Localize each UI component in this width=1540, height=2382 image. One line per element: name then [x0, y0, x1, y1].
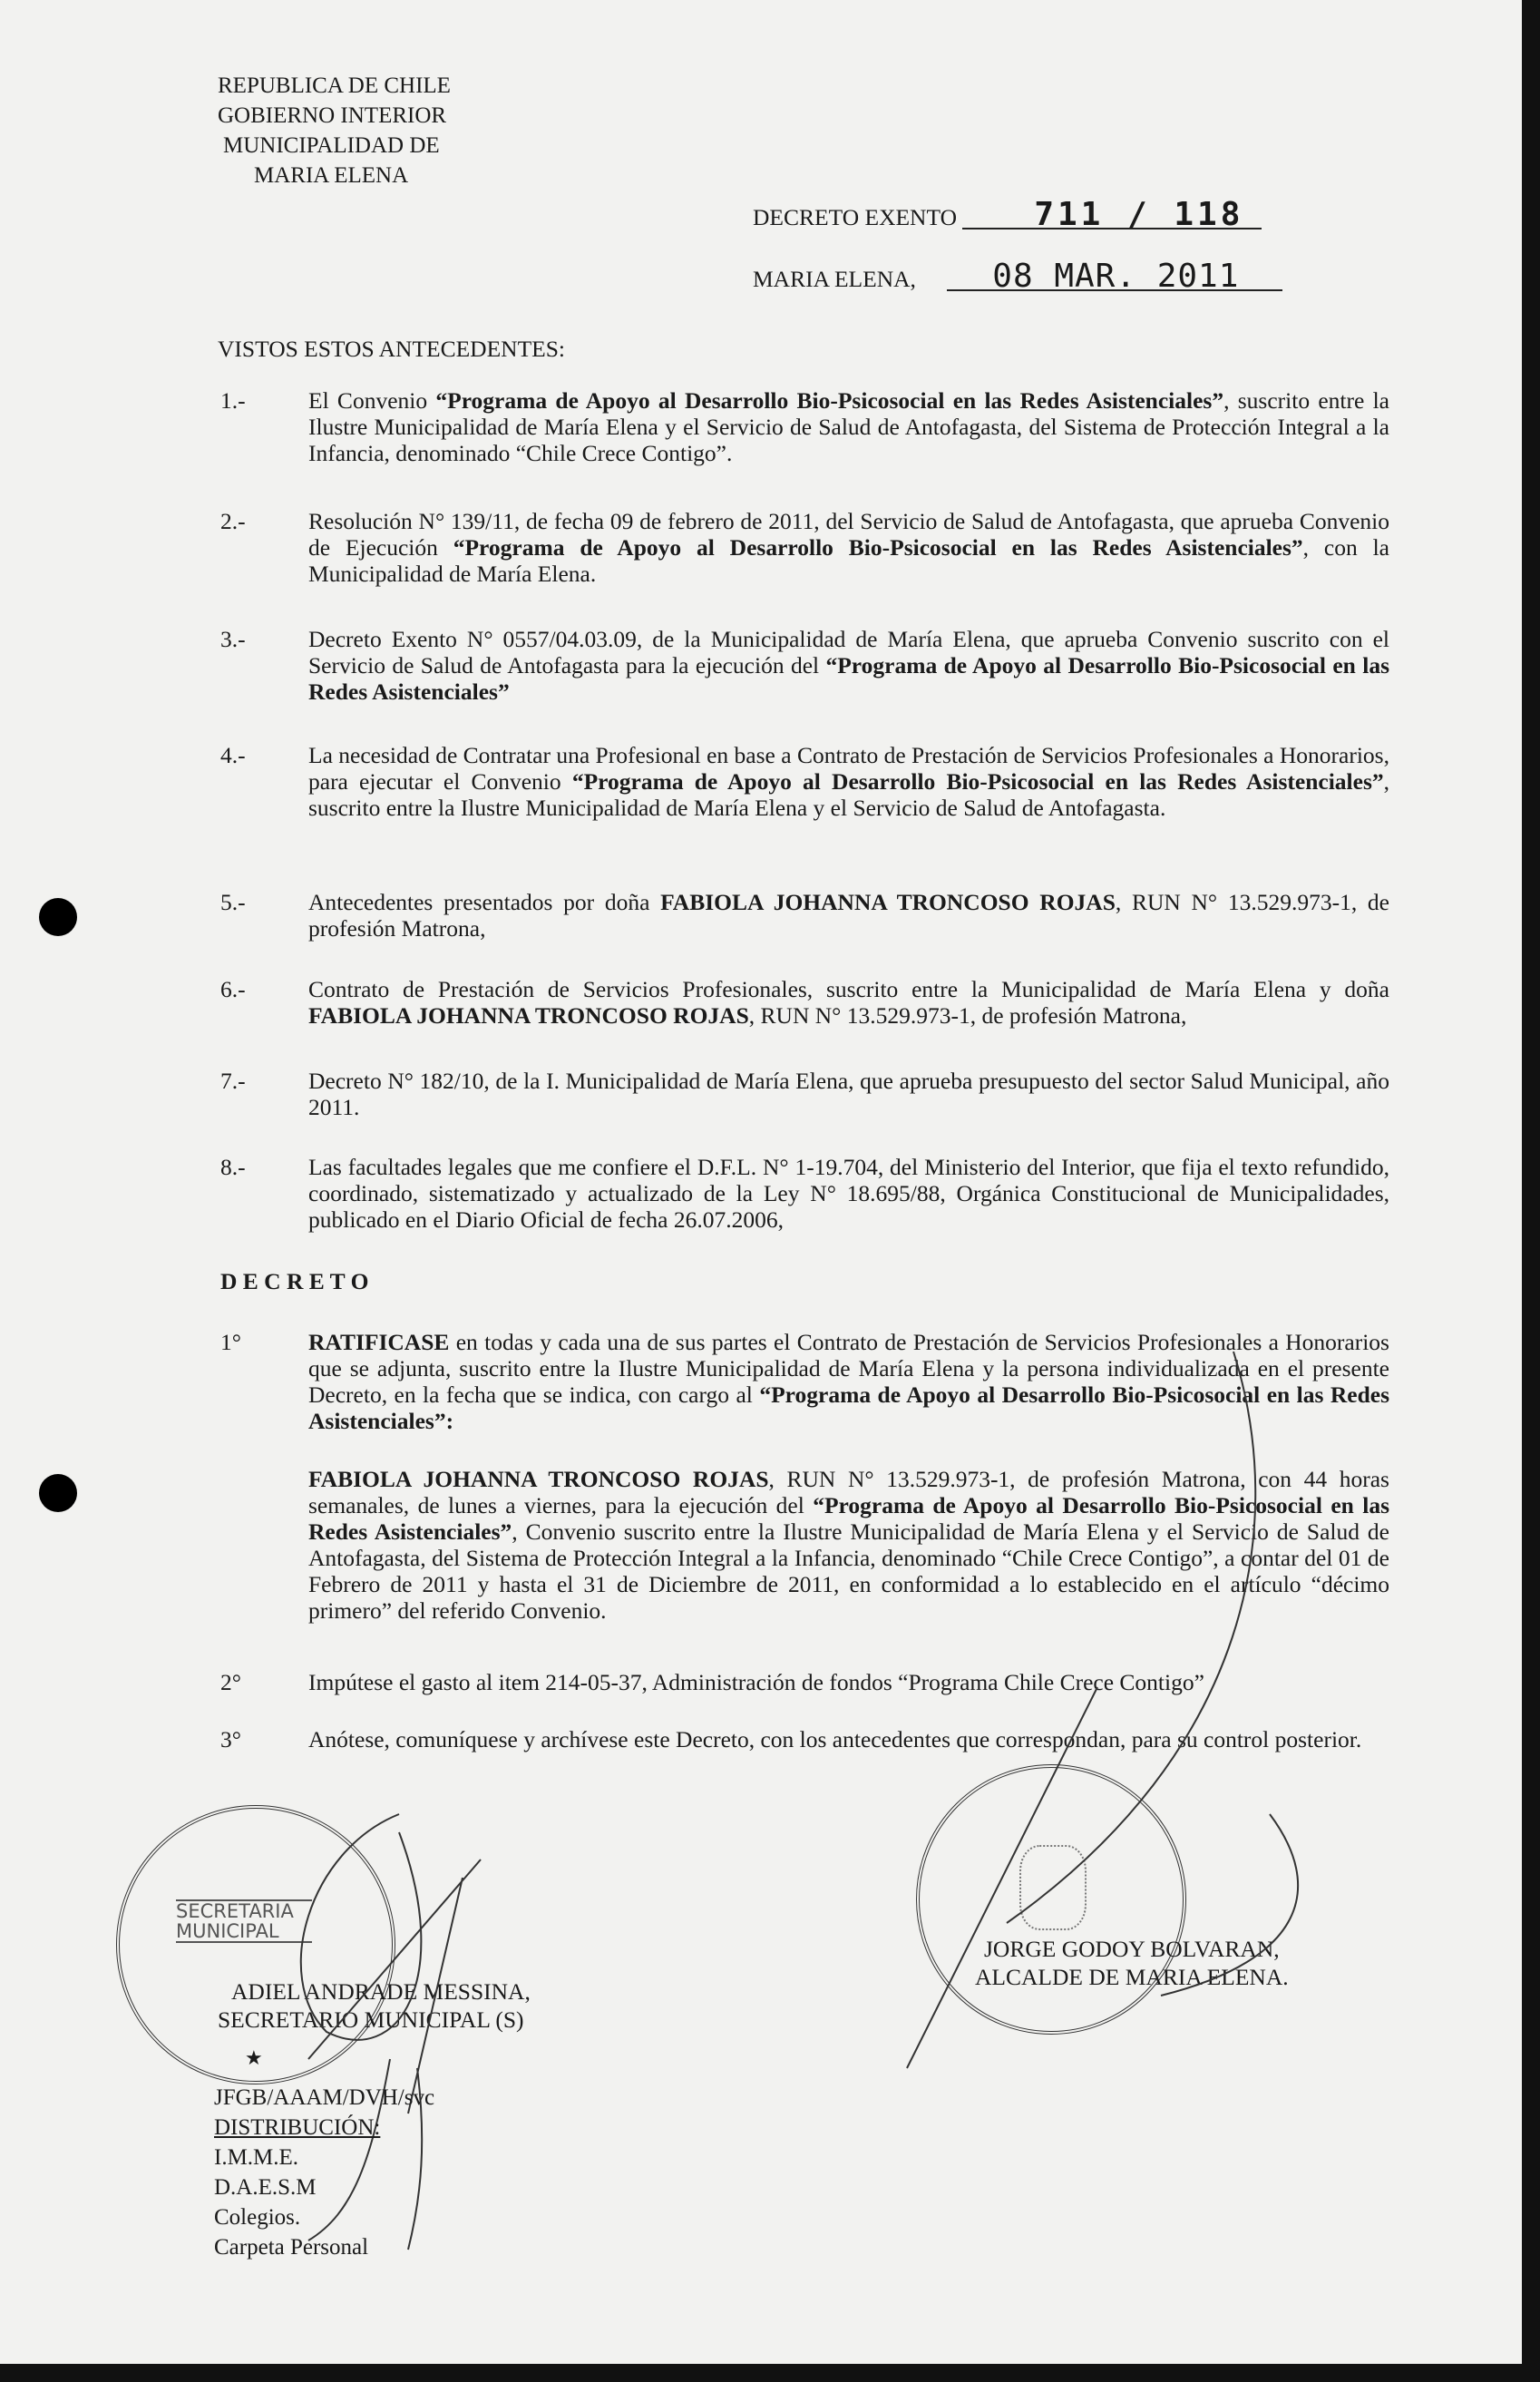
distribution-item: I.M.M.E.: [214, 2145, 299, 2170]
mayor-title: ALCALDE DE MARIA ELENA.: [975, 1964, 1289, 1990]
article-paragraph: FABIOLA JOHANNA TRONCOSO ROJAS, RUN N° 13.529.973-1, de profesión Matrona, con 44 horas semanales, de lunes a viernes, para la ejecución del “Programa de Apoyo al Desarrollo Bio-Psicosocial en las Redes Asistenciales”, Convenio suscrito entre la Ilustre Municipalidad de María Elena y el Servicio de Salud de Antofagasta, del Sistema de Protección Integral a la Infancia, denominado “Chile Crece Contigo”, a contar del 01 de Febrero de 2011 y hasta el 31 de Diciembre de 2011, en conformidad a lo establecido en el artículo “décimo primero” del referido Convenio.: [308, 1466, 1389, 1624]
distribution-block: [214, 2083, 434, 2262]
decree-date: 08 MAR. 2011: [947, 263, 1282, 291]
letterhead: [218, 71, 451, 190]
article-number: 3°: [220, 1726, 241, 1752]
item-number: 6.-: [220, 976, 246, 1002]
item-number: 8.-: [220, 1154, 246, 1180]
decree-number-line: [753, 196, 1262, 233]
antecedente-paragraph: Contrato de Prestación de Servicios Profesionales, suscrito entre la Municipalidad de María Elena y doña FABIOLA JOHANNA TRONCOSO ROJAS, RUN N° 13.529.973-1, de profesión Matrona,: [308, 976, 1389, 1029]
antecedente-paragraph: Las facultades legales que me confiere el D.F.L. N° 1-19.704, del Ministerio del Interior, que fija el texto refundido, coordinado, sistematizado y actualizado de la Ley N° 18.695/88, Orgánica Constitucional de Municipalidades, publicado en el Diario Oficial de fecha 26.07.2006,: [308, 1154, 1389, 1233]
decree-label: DECRETO EXENTO: [753, 204, 958, 230]
item-number: 2.-: [220, 508, 246, 534]
article-paragraph: Impútese el gasto al item 214-05-37, Administración de fondos “Programa Chile Crece Contigo”: [308, 1669, 1204, 1695]
decree-number: 711 / 118: [962, 201, 1262, 229]
initials: JFGB/AAAM/DVH/svc: [214, 2085, 435, 2110]
antecedente-paragraph: La necesidad de Contratar una Profesional en base a Contrato de Prestación de Servicios Profesionales a Honorarios, para ejecutar el Convenio “Programa de Apoyo al Desarrollo Bio-Psicosocial en las Redes Asistenciales”, suscrito entre la Ilustre Municipalidad de María Elena y el Servicio de Salud de Antofagasta.: [308, 742, 1389, 821]
article-paragraph: RATIFICASE en todas y cada una de sus partes el Contrato de Prestación de Servicios Profesionales a Honorarios que se adjunta, suscrito entre la Ilustre Municipalidad de María Elena y la persona individualizada en el presente Decreto, en la fecha que se indica, con cargo al “Programa de Apoyo al Desarrollo Bio-Psicosocial en las Redes Asistenciales”:: [308, 1329, 1389, 1434]
distribution-item: Colegios.: [214, 2205, 301, 2230]
mayor-name: JORGE GODOY BOLVARAN,: [984, 1936, 1280, 1962]
seal-center-text: SECRETARIA MUNICIPAL: [176, 1899, 312, 1943]
antecedente-paragraph: El Convenio “Programa de Apoyo al Desarrollo Bio-Psicosocial en las Redes Asistenciales”, suscrito entre la Ilustre Municipalidad de María Elena y el Servicio de Salud de Antofagasta, del Sistema de Protección Integral a la Infancia, denominado “Chile Crece Contigo”.: [308, 387, 1389, 466]
page-edge: [1522, 0, 1540, 2382]
article-number: 1°: [220, 1329, 241, 1355]
antecedente-paragraph: Resolución N° 139/11, de fecha 09 de febrero de 2011, del Servicio de Salud de Antofagasta, que aprueba Convenio de Ejecución “Programa de Apoyo al Desarrollo Bio-Psicosocial en las Redes Asistenciales”, con la Municipalidad de María Elena.: [308, 508, 1389, 587]
distribution-item: Carpeta Personal: [214, 2235, 369, 2260]
distribution-title: DISTRIBUCIÓN:: [214, 2115, 381, 2140]
antecedente-paragraph: Antecedentes presentados por doña FABIOLA JOHANNA TRONCOSO ROJAS, RUN N° 13.529.973-1, de profesión Matrona,: [308, 889, 1389, 942]
article-number: 2°: [220, 1669, 241, 1695]
mayor-handwritten-signature: [889, 1342, 1342, 2086]
letterhead-line: REPUBLICA DE CHILE: [218, 73, 451, 98]
place-label: MARIA ELENA,: [753, 266, 916, 292]
item-number: 3.-: [220, 626, 246, 652]
letterhead-line: MARIA ELENA: [254, 163, 409, 188]
decreto-heading: D E C R E T O: [220, 1268, 369, 1294]
antecedente-paragraph: Decreto Exento N° 0557/04.03.09, de la Municipalidad de María Elena, que aprueba Convenio suscrito con el Servicio de Salud de Antofagasta para la ejecución del “Programa de Apoyo al Desarrollo Bio-Psicosocial en las Redes Asistenciales”: [308, 626, 1389, 705]
article-paragraph: Anótese, comuníquese y archívese este Decreto, con los antecedentes que correspondan, para su control posterior.: [308, 1726, 1362, 1752]
letterhead-line: MUNICIPALIDAD DE: [223, 133, 440, 158]
decree-date-line: [753, 258, 1282, 295]
item-number: 1.-: [220, 387, 246, 414]
item-number: 7.-: [220, 1068, 246, 1094]
letterhead-line: GOBIERNO INTERIOR: [218, 103, 447, 128]
secretary-name: ADIEL ANDRADE MESSINA,: [231, 1978, 531, 2005]
punch-hole: [39, 898, 77, 936]
punch-hole: [39, 1474, 77, 1512]
item-number: 4.-: [220, 742, 246, 768]
antecedente-paragraph: Decreto N° 182/10, de la I. Municipalidad de María Elena, que aprueba presupuesto del sector Salud Municipal, año 2011.: [308, 1068, 1389, 1120]
item-number: 5.-: [220, 889, 246, 915]
distribution-item: D.A.E.S.M: [214, 2175, 317, 2200]
secretary-title: SECRETARIO MUNICIPAL (S): [218, 2006, 524, 2033]
star-icon: ★: [245, 2046, 263, 2069]
page-edge: [0, 2364, 1540, 2382]
vistos-heading: VISTOS ESTOS ANTECEDENTES:: [218, 336, 566, 362]
